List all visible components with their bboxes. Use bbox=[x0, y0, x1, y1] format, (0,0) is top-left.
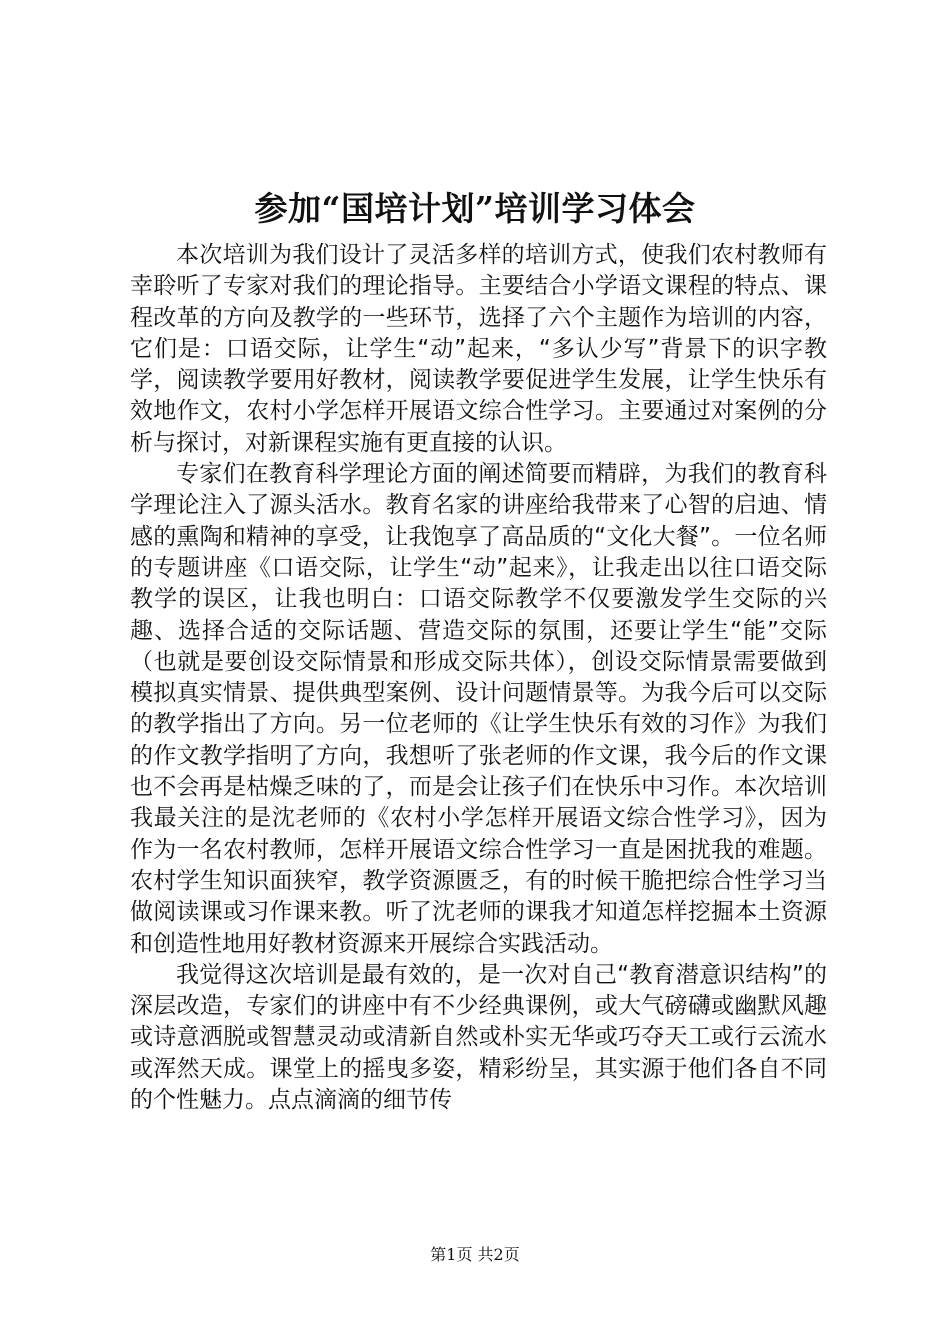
document-title: 参加“国培计划”培训学习体会 bbox=[254, 189, 696, 228]
document-body bbox=[130, 240, 827, 1116]
page-footer: 第1页 共2页 bbox=[430, 1245, 520, 1264]
paragraph-3: 我觉得这次培训是最有效的，是一次对自己“教育潜意识结构”的深层改造，专家们的讲座中有不少经典课例，或大气磅礴或幽默风趣或诗意洒脱或智慧灵动或清新自然或朴实无华或巧夺天工或行云流水或浑然天成。课堂上的摇曳多姿，精彩纷呈，其实源于他们各自不同的个性魅力。点点滴滴的细节传 bbox=[130, 961, 827, 1114]
paragraph-2: 专家们在教育科学理论方面的阐述简要而精辟，为我们的教育科学理论注入了源头活水。教育名家的讲座给我带来了心智的启迪、情感的熏陶和精神的享受，让我饱享了高品质的“文化大餐”。一位名师的专题讲座《口语交际，让学生“动”起来》，让我走出以往口语交际教学的误区，让我也明白：口语交际教学不仅要激发学生交际的兴趣、选择合适的交际话题、营造交际的氛围，还要让学生“能”交际（也就是要创设交际情景和形成交际共体），创设交际情景需要做到模拟真实情景、提供典型案例、设计问题情景等。为我今后可以交际的教学指出了方向。另一位老师的《让学生快乐有效的习作》为我们的作文教学指明了方向，我想听了张老师的作文课，我今后的作文课也不会再是枯燥乏味的了，而是会让孩子们在快乐中习作。本次培训我最关注的是沈老师的《农村小学怎样开展语文综合性学习》，因为作为一名农村教师，怎样开展语文综合性学习一直是困扰我的难题。农村学生知识面狭窄，教学资源匮乏，有的时候干脆把综合性学习当做阅读课或习作课来教。听了沈老师的课我才知道怎样挖掘本土资源和创造性地用好教材资源来开展综合实践活动。 bbox=[130, 461, 827, 957]
paragraph-1: 本次培训为我们设计了灵活多样的培训方式，使我们农村教师有幸聆听了专家对我们的理论指导。主要结合小学语文课程的特点、课程改革的方向及教学的一些环节，选择了六个主题作为培训的内容，它们是：口语交际，让学生“动”起来，“多认少写”背景下的识字教学，阅读教学要用好教材，阅读教学要促进学生发展，让学生快乐有效地作文，农村小学怎样开展语文综合性学习。主要通过对案例的分析与探讨，对新课程实施有更直接的认识。 bbox=[130, 242, 827, 456]
